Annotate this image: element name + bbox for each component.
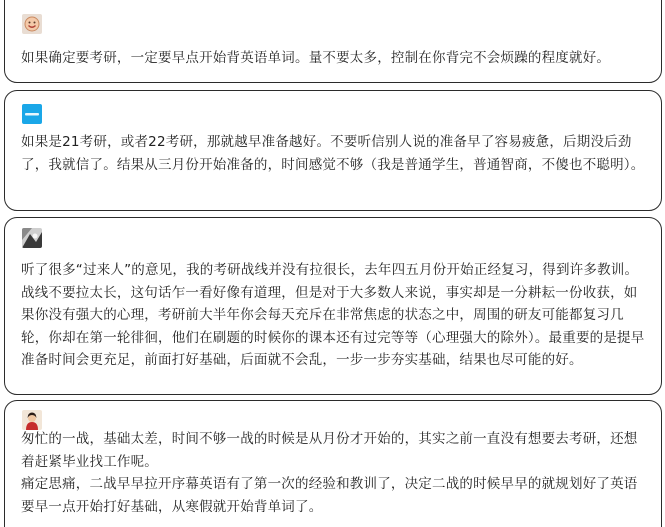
post-text: 听了很多“过来人”的意见，我的考研战线并没有拉很长，去年四五月份开始正经复习，得到许多教训。战线不要拉太长，这句话乍一看好像有道理，但是对于大多数人来说，事实却是一分耕耘一份收获，如果你没有强大的心理，考研前大半年你会每天充斥在非常焦虑的状态之中，周围的研友可能都复习几轮，你却在第一轮徘徊，他们在刷题的时候你的课本还有过完等等（心理强大的除外）。最重要的是提早准备时间会更充足，前面打好基础，后面就不会乱，一步一步夯实基础，结果也尽可能的好。	[21, 262, 645, 368]
post-card	[4, 217, 662, 395]
post-paragraph: 痛定思痛，二战早早拉开序幕英语有了第一次的经验和教训了，决定二战的时候早早的就规划好了英语要早一点开始打好基础，从寒假就开始背单词了。	[21, 476, 638, 515]
post-paragraph: 匆忙的一战，基础太差，时间不够一战的时候是从月份才开始的，其实之前一直没有想要去考研，还想着赶紧毕业找工作呢。	[21, 431, 638, 470]
smiling-face-avatar[interactable]	[22, 14, 42, 34]
black-white-photo-avatar[interactable]	[22, 228, 42, 248]
blue-logo-avatar[interactable]	[22, 104, 42, 124]
post-card	[4, 400, 662, 527]
post-card	[4, 90, 662, 211]
post-card	[4, 0, 662, 83]
post-text: 如果是21考研，或者22考研，那就越早准备越好。不要听信别人说的准备早了容易疲惫，后期没后劲了，我就信了。结果从三月份开始准备的，时间感觉不够（我是普通学生，普通智商，不傻也不聪明）。	[21, 134, 645, 173]
portrait-photo-avatar[interactable]	[22, 410, 42, 430]
post-text	[21, 428, 647, 518]
post-text: 如果确定要考研，一定要早点开始背英语单词。量不要太多，控制在你背完不会烦躁的程度就好。	[21, 50, 611, 66]
